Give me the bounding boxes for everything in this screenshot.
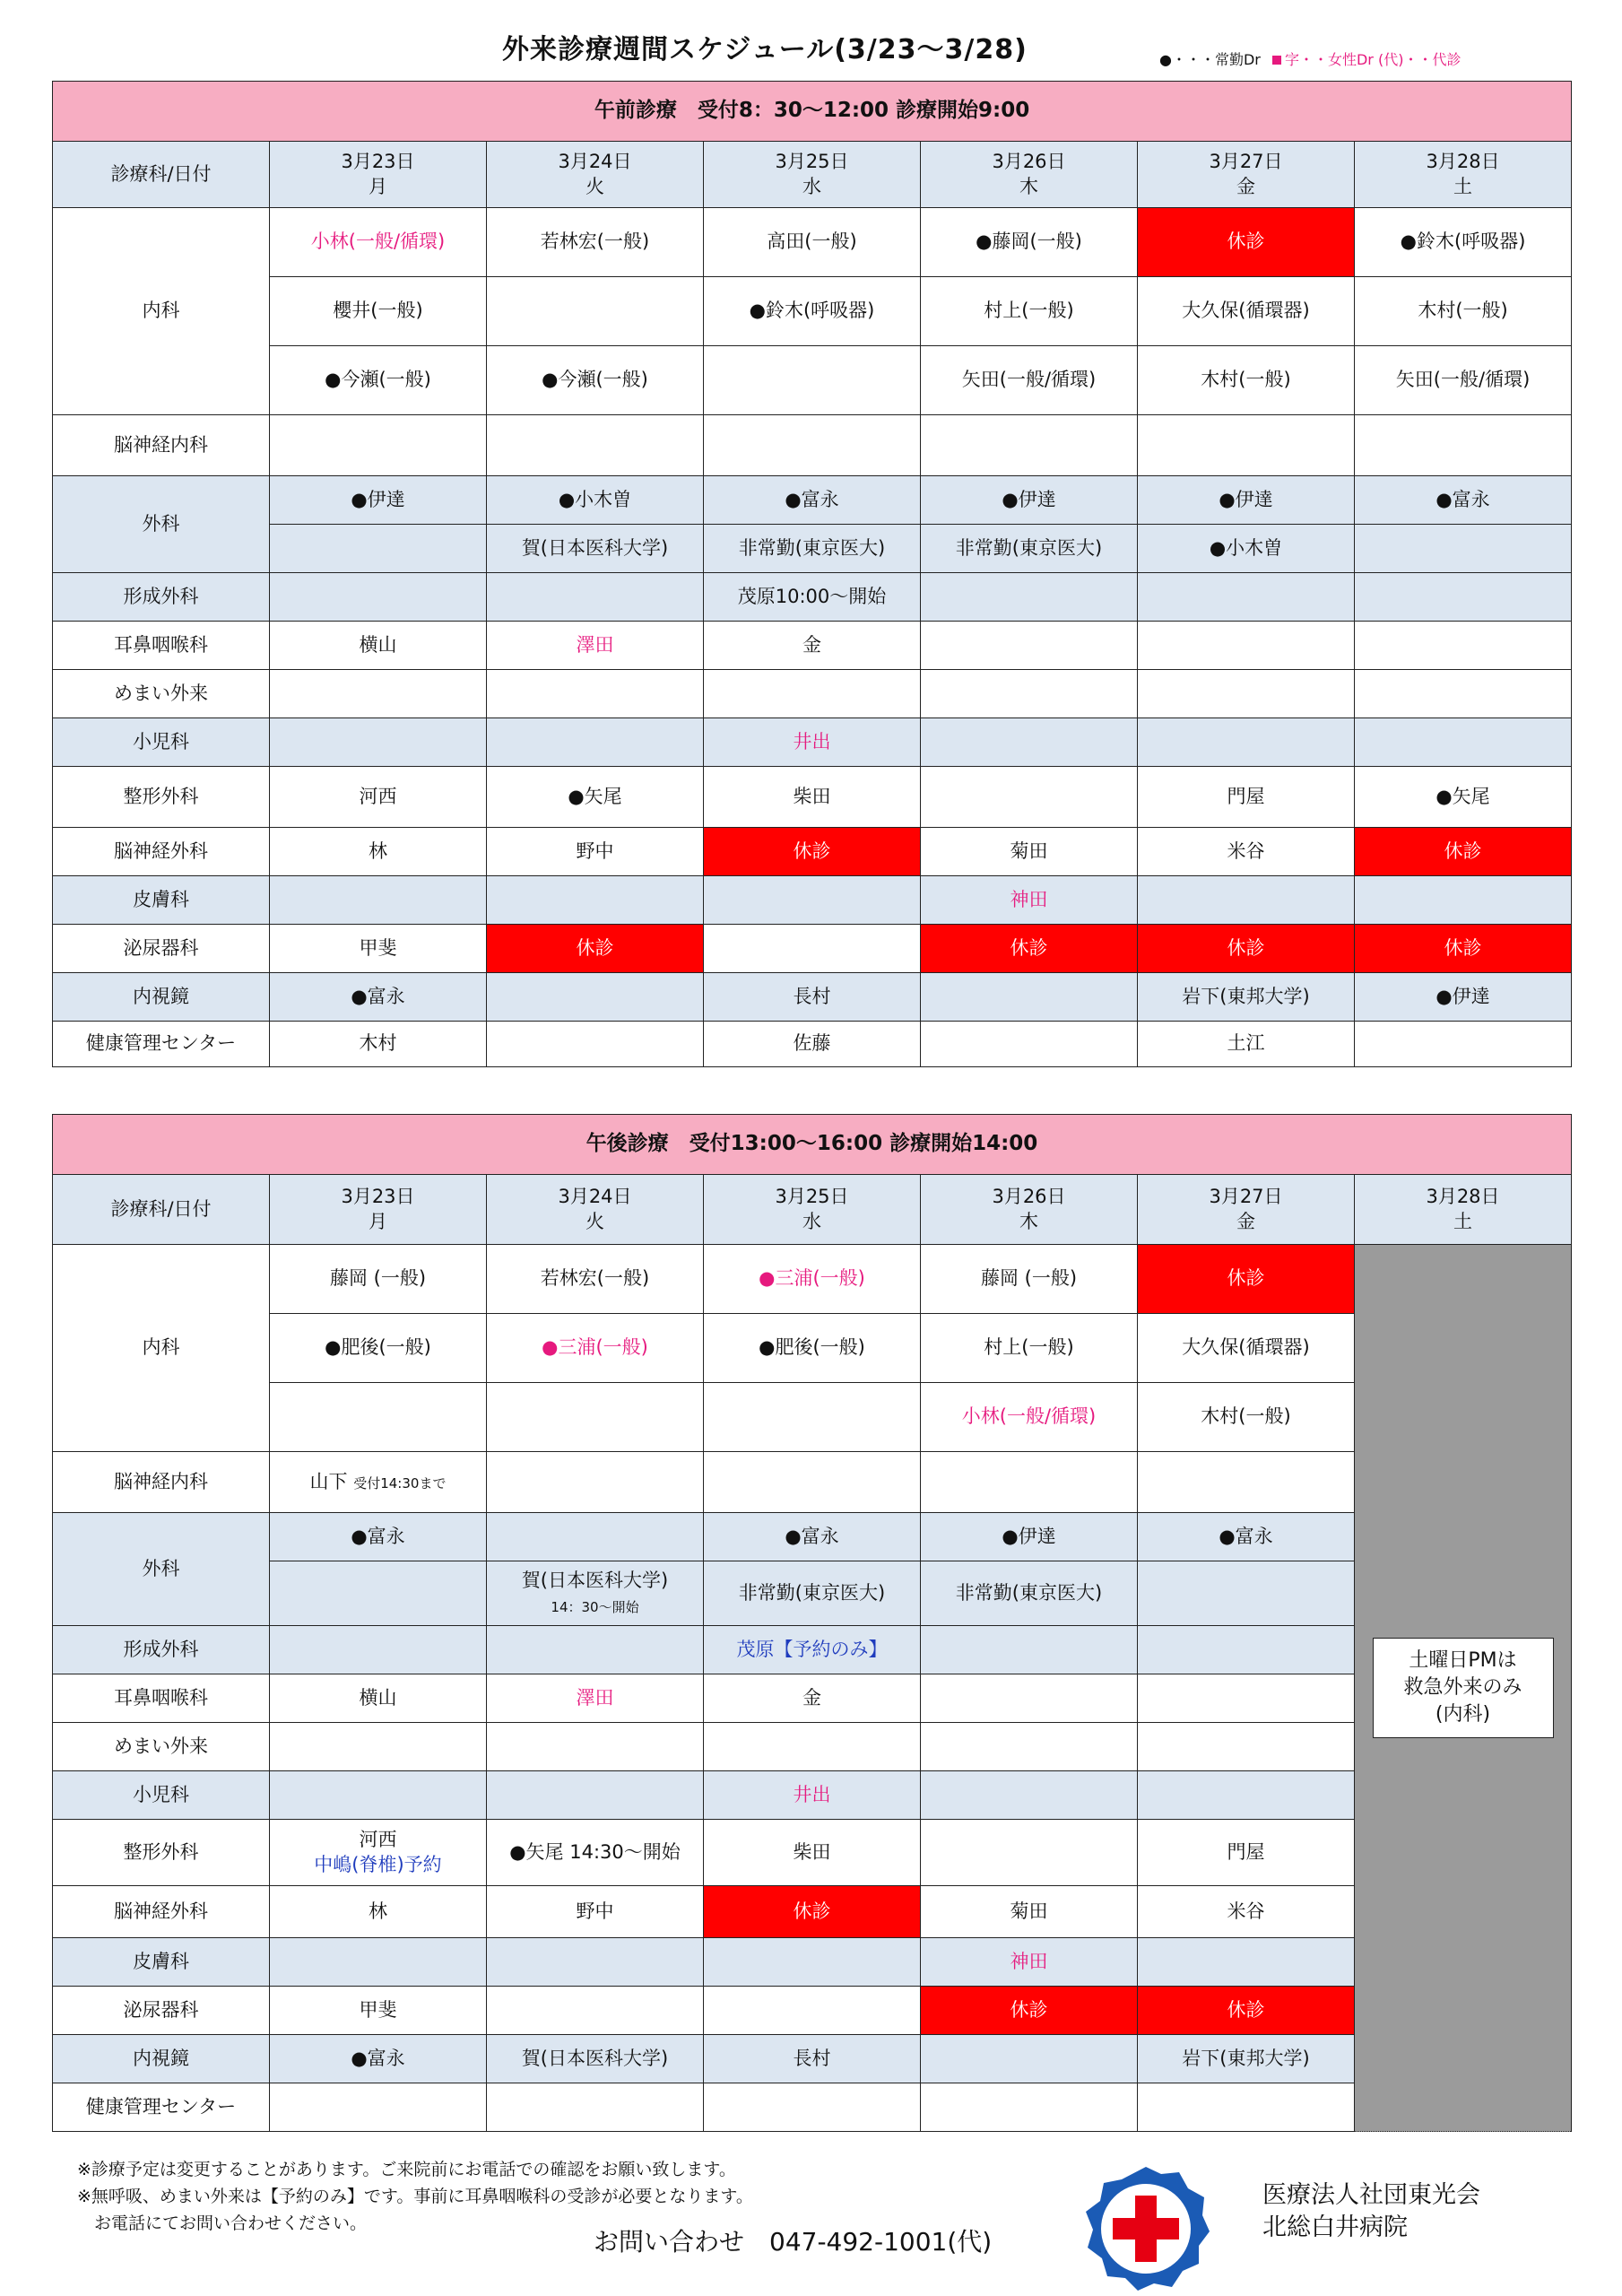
schedule-cell <box>704 2083 921 2132</box>
dept-label: 整形外科 <box>53 767 270 828</box>
schedule-cell: ●富永 <box>1138 1513 1355 1561</box>
schedule-cell: ●鈴木(呼吸器) <box>1355 208 1572 277</box>
dept-label: 脳神経外科 <box>53 828 270 876</box>
schedule-cell <box>921 2035 1138 2083</box>
schedule-cell: 賀(日本医科大学) <box>487 2035 704 2083</box>
schedule-cell <box>270 525 487 573</box>
schedule-cell: 澤田 <box>487 1674 704 1723</box>
am-day-tue: 3月24日 火 <box>487 142 704 208</box>
schedule-cell: 門屋 <box>1138 767 1355 828</box>
schedule-cell: ●富永 <box>1355 476 1572 525</box>
dept-label: 形成外科 <box>53 573 270 622</box>
closed-cell: 休診 <box>704 1886 921 1938</box>
am-day-wed: 3月25日 水 <box>704 142 921 208</box>
schedule-cell <box>921 622 1138 670</box>
dept-label: 耳鼻咽喉科 <box>53 622 270 670</box>
schedule-cell: 大久保(循環器) <box>1138 277 1355 346</box>
schedule-cell <box>1355 718 1572 767</box>
closed-cell: 休診 <box>921 925 1138 973</box>
schedule-cell <box>1138 1674 1355 1723</box>
schedule-cell: ●富永 <box>270 2035 487 2083</box>
schedule-cell <box>1138 573 1355 622</box>
schedule-cell: 井出 <box>704 1771 921 1820</box>
schedule-cell <box>1355 670 1572 718</box>
footnote-1: ※診療予定は変更することがあります。ご来院前にお電話での確認をお願い致します。 <box>77 2160 736 2179</box>
schedule-cell: ●伊達 <box>921 476 1138 525</box>
am-day-mon: 3月23日 月 <box>270 142 487 208</box>
schedule-cell <box>487 718 704 767</box>
dept-label: 脳神経内科 <box>53 415 270 476</box>
schedule-cell: 河西 <box>270 767 487 828</box>
schedule-cell: ●富永 <box>270 973 487 1022</box>
schedule-cell <box>487 415 704 476</box>
schedule-cell: 甲斐 <box>270 925 487 973</box>
hospital-logo-icon <box>1079 2161 1213 2296</box>
schedule-cell: 非常勤(東京医大) <box>704 525 921 573</box>
schedule-cell: 賀(日本医科大学) <box>487 525 704 573</box>
schedule-cell: 小林(一般/循環) <box>921 1383 1138 1452</box>
schedule-cell <box>270 1626 487 1674</box>
dept-label: めまい外来 <box>53 1723 270 1771</box>
schedule-cell <box>704 670 921 718</box>
schedule-cell <box>270 573 487 622</box>
schedule-cell: 米谷 <box>1138 828 1355 876</box>
schedule-cell <box>921 670 1138 718</box>
schedule-cell: 林 <box>270 1886 487 1938</box>
am-day-fri: 3月27日 金 <box>1138 142 1355 208</box>
schedule-cell <box>1138 670 1355 718</box>
legend-fulltime: ●・・・常勤Dr <box>1159 51 1261 68</box>
schedule-cell <box>1138 1723 1355 1771</box>
dept-label: 泌尿器科 <box>53 925 270 973</box>
schedule-cell: ●矢尾 14:30〜開始 <box>487 1820 704 1886</box>
dept-date-label: 診療科/日付 <box>53 142 270 208</box>
dept-label: 脳神経外科 <box>53 1886 270 1938</box>
schedule-cell: 小林(一般/循環) <box>270 208 487 277</box>
schedule-cell: ●伊達 <box>1355 973 1572 1022</box>
schedule-cell <box>270 718 487 767</box>
dept-label: 外科 <box>53 476 270 573</box>
dept-label: 脳神経内科 <box>53 1452 270 1513</box>
legend-female-swatch <box>1272 56 1281 65</box>
schedule-cell: ●伊達 <box>1138 476 1355 525</box>
schedule-cell: 甲斐 <box>270 1987 487 2035</box>
schedule-cell: 賀(日本医科大学) 14：30〜開始 <box>487 1561 704 1626</box>
schedule-cell <box>704 1452 921 1513</box>
schedule-cell <box>1138 1452 1355 1513</box>
schedule-cell: ●三浦(一般) <box>704 1245 921 1314</box>
schedule-cell: 澤田 <box>487 622 704 670</box>
schedule-cell <box>704 1383 921 1452</box>
schedule-cell <box>1138 876 1355 925</box>
schedule-cell <box>704 1987 921 2035</box>
closed-cell: 休診 <box>1138 208 1355 277</box>
dept-label: 小児科 <box>53 718 270 767</box>
schedule-cell <box>1138 1561 1355 1626</box>
schedule-cell <box>704 1938 921 1987</box>
closed-cell: 休診 <box>1138 1987 1355 2035</box>
schedule-cell <box>704 415 921 476</box>
schedule-cell: 若林宏(一般) <box>487 1245 704 1314</box>
schedule-cell <box>487 670 704 718</box>
dept-label: めまい外来 <box>53 670 270 718</box>
schedule-cell <box>921 1723 1138 1771</box>
schedule-cell <box>487 1723 704 1771</box>
schedule-cell <box>704 925 921 973</box>
pm-day-mon: 3月23日 月 <box>270 1175 487 1245</box>
schedule-cell: 林 <box>270 828 487 876</box>
schedule-cell <box>921 415 1138 476</box>
closed-cell: 休診 <box>487 925 704 973</box>
schedule-cell: 木村(一般) <box>1138 1383 1355 1452</box>
schedule-cell: 山下 受付14:30まで <box>270 1452 487 1513</box>
schedule-cell <box>921 1452 1138 1513</box>
schedule-cell: 大久保(循環器) <box>1138 1314 1355 1383</box>
schedule-cell <box>487 1626 704 1674</box>
am-header: 午前診療 受付8：30〜12:00 診療開始9:00 <box>53 82 1572 142</box>
schedule-cell: 矢田(一般/循環) <box>921 346 1138 415</box>
schedule-cell: 茂原10:00〜開始 <box>704 573 921 622</box>
schedule-cell <box>270 1938 487 1987</box>
schedule-cell: 木村 <box>270 1022 487 1067</box>
dept-label: 内科 <box>53 208 270 415</box>
schedule-cell <box>270 876 487 925</box>
schedule-cell <box>1355 525 1572 573</box>
am-day-thu: 3月26日 木 <box>921 142 1138 208</box>
schedule-cell: 藤岡 (一般) <box>270 1245 487 1314</box>
schedule-cell <box>921 1626 1138 1674</box>
footnote-3: お電話にてお問い合わせください。 <box>77 2213 368 2233</box>
schedule-cell: 長村 <box>704 973 921 1022</box>
schedule-cell <box>270 1383 487 1452</box>
dept-label: 小児科 <box>53 1771 270 1820</box>
schedule-cell: ●小木曽 <box>487 476 704 525</box>
dept-label: 内視鏡 <box>53 2035 270 2083</box>
schedule-cell: ●矢尾 <box>1355 767 1572 828</box>
legend-substitute: (代)・・代診 <box>1377 51 1462 68</box>
schedule-cell <box>487 876 704 925</box>
schedule-cell: ●肥後(一般) <box>270 1314 487 1383</box>
schedule-cell: 土江 <box>1138 1022 1355 1067</box>
dept-label: 皮膚科 <box>53 876 270 925</box>
schedule-cell <box>1138 415 1355 476</box>
schedule-cell: 神田 <box>921 876 1138 925</box>
schedule-cell <box>1138 1938 1355 1987</box>
schedule-cell: 門屋 <box>1138 1820 1355 1886</box>
schedule-cell <box>270 1723 487 1771</box>
schedule-cell <box>1355 415 1572 476</box>
schedule-cell: 非常勤(東京医大) <box>921 525 1138 573</box>
schedule-cell <box>921 1771 1138 1820</box>
schedule-cell: 井出 <box>704 718 921 767</box>
schedule-cell <box>921 1022 1138 1067</box>
closed-cell: 休診 <box>704 828 921 876</box>
schedule-cell <box>487 1771 704 1820</box>
schedule-cell: 長村 <box>704 2035 921 2083</box>
pm-day-tue: 3月24日 火 <box>487 1175 704 1245</box>
schedule-cell: 村上(一般) <box>921 1314 1138 1383</box>
contact-phone: お問い合わせ 047-492-1001(代) <box>594 2227 993 2257</box>
schedule-cell: ●鈴木(呼吸器) <box>704 277 921 346</box>
dept-label: 整形外科 <box>53 1820 270 1886</box>
schedule-cell: 金 <box>704 1674 921 1723</box>
schedule-cell: ●伊達 <box>270 476 487 525</box>
saturday-closed-area <box>1355 1245 1572 2132</box>
schedule-cell: 米谷 <box>1138 1886 1355 1938</box>
schedule-cell <box>1138 1626 1355 1674</box>
schedule-cell: ●今瀬(一般) <box>270 346 487 415</box>
schedule-cell <box>704 346 921 415</box>
schedule-cell: 菊田 <box>921 828 1138 876</box>
schedule-cell <box>921 1820 1138 1886</box>
schedule-cell <box>1355 1022 1572 1067</box>
closed-cell: 休診 <box>921 1987 1138 2035</box>
dept-label: 健康管理センター <box>53 2083 270 2132</box>
saturday-note: 土曜日PMは 救急外来のみ (内科) <box>1373 1638 1554 1737</box>
pm-day-wed: 3月25日 水 <box>704 1175 921 1245</box>
dept-label: 形成外科 <box>53 1626 270 1674</box>
schedule-cell <box>1138 718 1355 767</box>
schedule-cell: 若林宏(一般) <box>487 208 704 277</box>
am-day-sat: 3月28日 土 <box>1355 142 1572 208</box>
schedule-cell: 茂原【予約のみ】 <box>704 1626 921 1674</box>
schedule-cell: 河西 中嶋(脊椎)予約 <box>270 1820 487 1886</box>
footnote-2: ※無呼吸、めまい外来は【予約のみ】です。事前に耳鼻咽喉科の受診が必要となります。 <box>77 2187 753 2206</box>
schedule-cell <box>921 1674 1138 1723</box>
schedule-cell: 岩下(東邦大学) <box>1138 2035 1355 2083</box>
schedule-cell: 柴田 <box>704 1820 921 1886</box>
dept-label: 皮膚科 <box>53 1938 270 1987</box>
pm-day-sat: 3月28日 土 <box>1355 1175 1572 1245</box>
schedule-cell: 神田 <box>921 1938 1138 1987</box>
schedule-cell: 野中 <box>487 828 704 876</box>
dept-label: 健康管理センター <box>53 1022 270 1067</box>
schedule-cell <box>921 2083 1138 2132</box>
legend-female: 字・・女性Dr <box>1284 51 1374 68</box>
dept-label: 内視鏡 <box>53 973 270 1022</box>
schedule-cell: 岩下(東邦大学) <box>1138 973 1355 1022</box>
schedule-cell <box>1355 573 1572 622</box>
dept-label: 内科 <box>53 1245 270 1452</box>
schedule-cell <box>487 1513 704 1561</box>
dept-label: 泌尿器科 <box>53 1987 270 2035</box>
schedule-cell <box>487 2083 704 2132</box>
schedule-cell <box>270 2083 487 2132</box>
schedule-cell: 非常勤(東京医大) <box>921 1561 1138 1626</box>
dept-label: 外科 <box>53 1513 270 1626</box>
schedule-cell <box>487 973 704 1022</box>
pm-day-fri: 3月27日 金 <box>1138 1175 1355 1245</box>
schedule-cell <box>487 1938 704 1987</box>
schedule-cell <box>270 1771 487 1820</box>
closed-cell: 休診 <box>1355 828 1572 876</box>
schedule-cell <box>704 876 921 925</box>
schedule-cell: 櫻井(一般) <box>270 277 487 346</box>
schedule-cell: 矢田(一般/循環) <box>1355 346 1572 415</box>
schedule-cell: 佐藤 <box>704 1022 921 1067</box>
pm-header: 午後診療 受付13:00〜16:00 診療開始14:00 <box>53 1115 1572 1175</box>
schedule-cell: 藤岡 (一般) <box>921 1245 1138 1314</box>
schedule-cell: 横山 <box>270 1674 487 1723</box>
schedule-cell <box>1355 622 1572 670</box>
pm-schedule-table <box>52 1114 1572 2132</box>
schedule-cell: ●矢尾 <box>487 767 704 828</box>
schedule-cell: ●富永 <box>704 476 921 525</box>
schedule-cell <box>1138 1771 1355 1820</box>
schedule-cell <box>921 973 1138 1022</box>
schedule-cell: ●小木曽 <box>1138 525 1355 573</box>
schedule-cell <box>1138 2083 1355 2132</box>
page-title: 外来診療週間スケジュール(3/23〜3/28) <box>502 34 1028 65</box>
schedule-cell: 横山 <box>270 622 487 670</box>
schedule-cell <box>270 670 487 718</box>
schedule-cell <box>487 1987 704 2035</box>
schedule-cell <box>921 573 1138 622</box>
schedule-cell: 柴田 <box>704 767 921 828</box>
schedule-cell: 木村(一般) <box>1355 277 1572 346</box>
schedule-cell <box>270 1561 487 1626</box>
schedule-cell: 木村(一般) <box>1138 346 1355 415</box>
schedule-cell: ●富永 <box>704 1513 921 1561</box>
schedule-cell <box>270 415 487 476</box>
closed-cell: 休診 <box>1138 925 1355 973</box>
closed-cell: 休診 <box>1138 1245 1355 1314</box>
schedule-cell: 金 <box>704 622 921 670</box>
schedule-cell <box>487 1383 704 1452</box>
dept-label: 耳鼻咽喉科 <box>53 1674 270 1723</box>
schedule-cell <box>1355 876 1572 925</box>
dept-date-label: 診療科/日付 <box>53 1175 270 1245</box>
schedule-cell <box>921 718 1138 767</box>
schedule-cell: ●藤岡(一般) <box>921 208 1138 277</box>
legend <box>1159 48 1461 69</box>
schedule-cell <box>921 767 1138 828</box>
schedule-cell <box>487 1022 704 1067</box>
schedule-cell <box>487 277 704 346</box>
closed-cell: 休診 <box>1355 925 1572 973</box>
schedule-cell <box>487 573 704 622</box>
schedule-cell: 野中 <box>487 1886 704 1938</box>
schedule-cell: ●肥後(一般) <box>704 1314 921 1383</box>
schedule-cell: ●伊達 <box>921 1513 1138 1561</box>
pm-day-thu: 3月26日 木 <box>921 1175 1138 1245</box>
schedule-cell: 非常勤(東京医大) <box>704 1561 921 1626</box>
schedule-cell <box>704 1723 921 1771</box>
schedule-cell: 高田(一般) <box>704 208 921 277</box>
schedule-cell: ●今瀬(一般) <box>487 346 704 415</box>
schedule-cell: ●三浦(一般) <box>487 1314 704 1383</box>
schedule-cell: ●富永 <box>270 1513 487 1561</box>
am-schedule-table <box>52 81 1572 1067</box>
schedule-cell <box>487 1452 704 1513</box>
organization-name: 医療法人社団東光会 北総白井病院 <box>1262 2181 1480 2242</box>
schedule-cell: 菊田 <box>921 1886 1138 1938</box>
schedule-cell: 村上(一般) <box>921 277 1138 346</box>
schedule-cell <box>1138 622 1355 670</box>
